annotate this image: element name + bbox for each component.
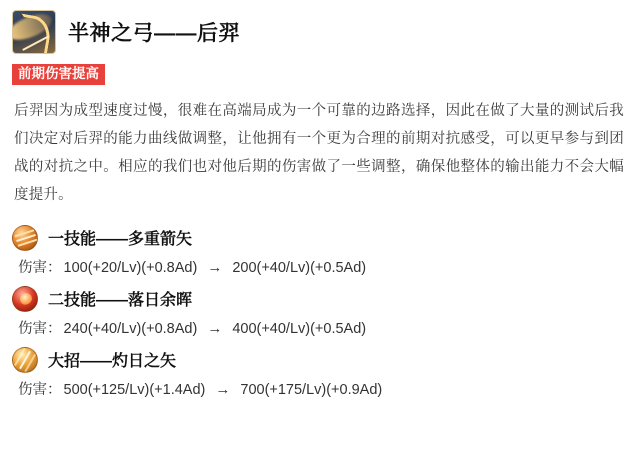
skill-stat-before-1: 100(+20/Lv)(+0.8Ad) bbox=[63, 259, 198, 276]
skill-stat-before-3: 500(+125/Lv)(+1.4Ad) bbox=[63, 381, 206, 398]
section-tag-badge: 前期伤害提高 bbox=[12, 64, 105, 85]
skill-icon-multishot bbox=[12, 225, 38, 251]
section-paragraph: 后羿因为成型速度过慢，很难在高端局成为一个可靠的边路选择，因此在做了大量的测试后我们决定对后羿的能力曲线做调整，让他拥有一个更为合理的前期对抗感受，可以更早参与到团战的对抗之中。相应的我们也对他后期的伤害做了一些调整，确保他整体的输出能力不会大幅度提升。 bbox=[14, 102, 624, 203]
skill-block-1 bbox=[12, 225, 626, 277]
skill-block-3 bbox=[12, 347, 626, 399]
skill-name-3: 大招——灼日之矢 bbox=[48, 353, 177, 371]
hero-header bbox=[12, 10, 626, 54]
skill-stat-label-1: 伤害： bbox=[18, 259, 62, 276]
arrow-right-icon: → bbox=[215, 380, 231, 398]
skill-name-1: 一技能——多重箭矢 bbox=[48, 231, 193, 249]
skill-block-2 bbox=[12, 286, 626, 338]
page-title: 半神之弓——后羿 bbox=[68, 22, 240, 45]
skill-icon-sunset-glow bbox=[12, 286, 38, 312]
skill-stat-line-3 bbox=[18, 378, 626, 399]
skill-header-1 bbox=[12, 225, 626, 251]
skill-name-2: 二技能——落日余晖 bbox=[48, 292, 193, 310]
skill-stat-before-2: 240(+40/Lv)(+0.8Ad) bbox=[63, 320, 198, 337]
skill-stat-after-2: 400(+40/Lv)(+0.5Ad) bbox=[232, 320, 367, 337]
skill-stat-label-3: 伤害： bbox=[18, 381, 62, 398]
arrow-right-icon: → bbox=[207, 258, 223, 276]
skill-stat-line-2 bbox=[18, 317, 626, 338]
hero-portrait-icon bbox=[12, 10, 56, 54]
skill-stat-after-3: 700(+175/Lv)(+0.9Ad) bbox=[240, 381, 383, 398]
skill-stat-label-2: 伤害： bbox=[18, 320, 62, 337]
skill-stat-after-1: 200(+40/Lv)(+0.5Ad) bbox=[232, 259, 367, 276]
skill-header-3 bbox=[12, 347, 626, 373]
arrow-right-icon: → bbox=[207, 319, 223, 337]
skill-header-2 bbox=[12, 286, 626, 312]
skill-icon-blazing-arrow bbox=[12, 347, 38, 373]
skill-stat-line-1 bbox=[18, 256, 626, 277]
